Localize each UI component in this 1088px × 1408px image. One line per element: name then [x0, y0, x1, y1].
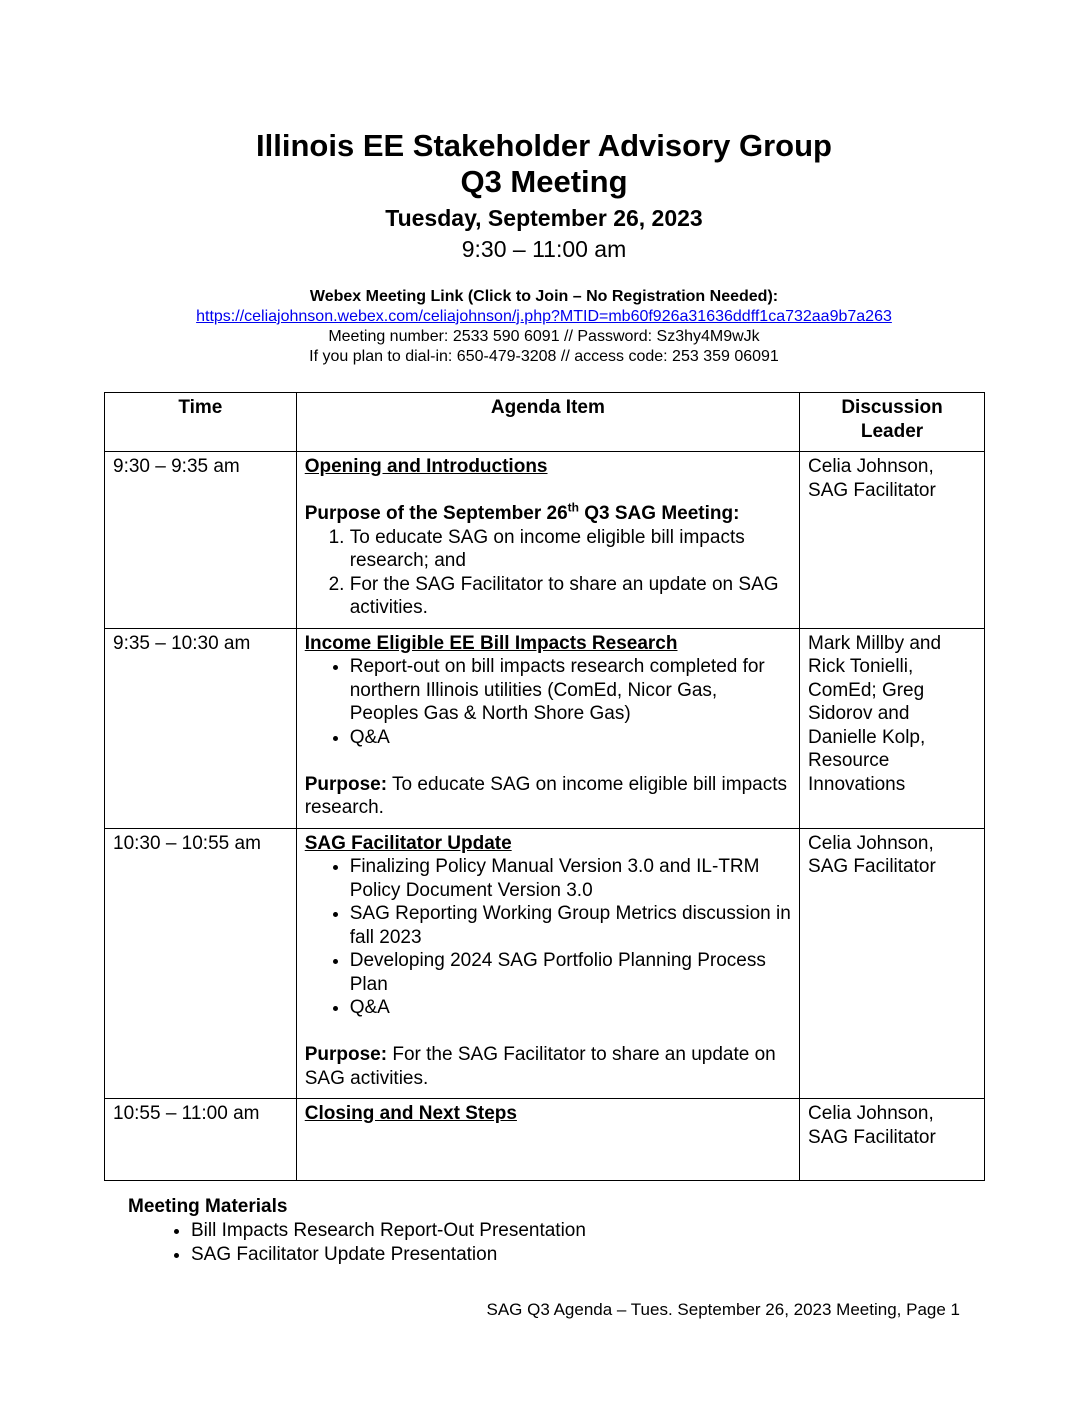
discussion-leader: Celia Johnson, SAG Facilitator — [800, 452, 985, 629]
list-item: • Bill Impacts Research Report-Out Presentation — [191, 1219, 586, 1243]
agenda-item-title: Closing and Next Steps — [304, 1103, 517, 1124]
discussion-leader: Celia Johnson, SAG Facilitator — [800, 1099, 985, 1181]
dial-in-info: If you plan to dial-in: 650-479-3208 // access code: 253 359 06091 — [309, 348, 779, 365]
agenda-time: 9:35 – 10:30 am — [105, 628, 297, 828]
agenda-item — [296, 628, 799, 828]
page-footer: SAG Q3 Agenda – Tues. September 26, 2023 Meeting, Page 1 — [486, 1300, 960, 1319]
document-title: Illinois EE Stakeholder Advisory Group — [256, 128, 832, 163]
meeting-materials-title: Meeting Materials — [128, 1196, 288, 1217]
agenda-table — [104, 392, 985, 1181]
webex-label: Webex Meeting Link (Click to Join – No Registration Needed): — [309, 288, 779, 305]
list-item: • SAG Facilitator Update Presentation — [191, 1243, 586, 1267]
meeting-date: Tuesday, September 26, 2023 — [385, 205, 703, 231]
list-item: 2. For the SAG Facilitator to share an update on SAG activities. — [350, 573, 791, 620]
column-header-time: Time — [105, 393, 297, 452]
agenda-item — [296, 828, 799, 1099]
agenda-item-title: SAG Facilitator Update — [304, 832, 512, 854]
purpose-list — [305, 526, 791, 620]
list-item: • Q&A — [350, 726, 791, 750]
column-header-discussion-leader: Discussion Leader — [800, 393, 985, 452]
meeting-number-password: Meeting number: 2533 590 6091 // Password: Sz3hy4M9wJk — [328, 328, 760, 345]
bullet-list — [305, 655, 791, 749]
purpose-statement: Purpose: For the SAG Facilitator to share an update on SAG activities. — [304, 1044, 776, 1089]
bullet-list — [305, 855, 791, 1020]
document-header — [0, 128, 1088, 264]
meeting-materials — [128, 1195, 586, 1267]
purpose-heading: Purpose of the September 26th Q3 SAG Meeting: — [304, 500, 740, 524]
list-item: • Report-out on bill impacts research completed for northern Illinois utilities (ComEd, Nicor Gas, Peoples Gas & North Shore Gas) — [350, 655, 791, 726]
agenda-row-facilitator-update — [105, 828, 985, 1099]
discussion-leader: Mark Millby and Rick Tonielli, ComEd; Greg Sidorov and Danielle Kolp, Resource Innovations — [800, 628, 985, 828]
list-item: • Finalizing Policy Manual Version 3.0 and IL-TRM Policy Document Version 3.0 — [350, 855, 791, 902]
webex-meeting-link[interactable]: https://celiajohnson.webex.com/celiajohnson/j.php?MTID=mb60f926a31636ddff1ca732aa9b7a263 — [196, 308, 892, 325]
agenda-row-closing — [105, 1099, 985, 1181]
list-item: • Q&A — [350, 996, 791, 1020]
agenda-item-title: Income Eligible EE Bill Impacts Research — [304, 632, 678, 654]
agenda-row-opening — [105, 452, 985, 629]
agenda-time: 9:30 – 9:35 am — [105, 452, 297, 629]
agenda-item — [296, 1099, 799, 1181]
column-header-agenda-item: Agenda Item — [296, 393, 799, 452]
list-item: 1. To educate SAG on income eligible bill impacts research; and — [350, 526, 791, 573]
meeting-name: Q3 Meeting — [460, 164, 628, 199]
list-item: • SAG Reporting Working Group Metrics discussion in fall 2023 — [350, 902, 791, 949]
purpose-statement: Purpose: To educate SAG on income eligible bill impacts research. — [304, 773, 788, 818]
webex-info — [0, 287, 1088, 367]
agenda-row-bill-impacts — [105, 628, 985, 828]
agenda-item-title: Opening and Introductions — [304, 456, 548, 477]
agenda-item — [296, 452, 799, 629]
discussion-leader: Celia Johnson, SAG Facilitator — [800, 828, 985, 1099]
list-item: • Developing 2024 SAG Portfolio Planning Process Plan — [350, 949, 791, 996]
agenda-time: 10:55 – 11:00 am — [105, 1099, 297, 1181]
materials-list — [128, 1219, 586, 1267]
agenda-time: 10:30 – 10:55 am — [105, 828, 297, 1099]
agenda-header-row — [105, 393, 985, 452]
meeting-time: 9:30 – 11:00 am — [461, 236, 627, 262]
